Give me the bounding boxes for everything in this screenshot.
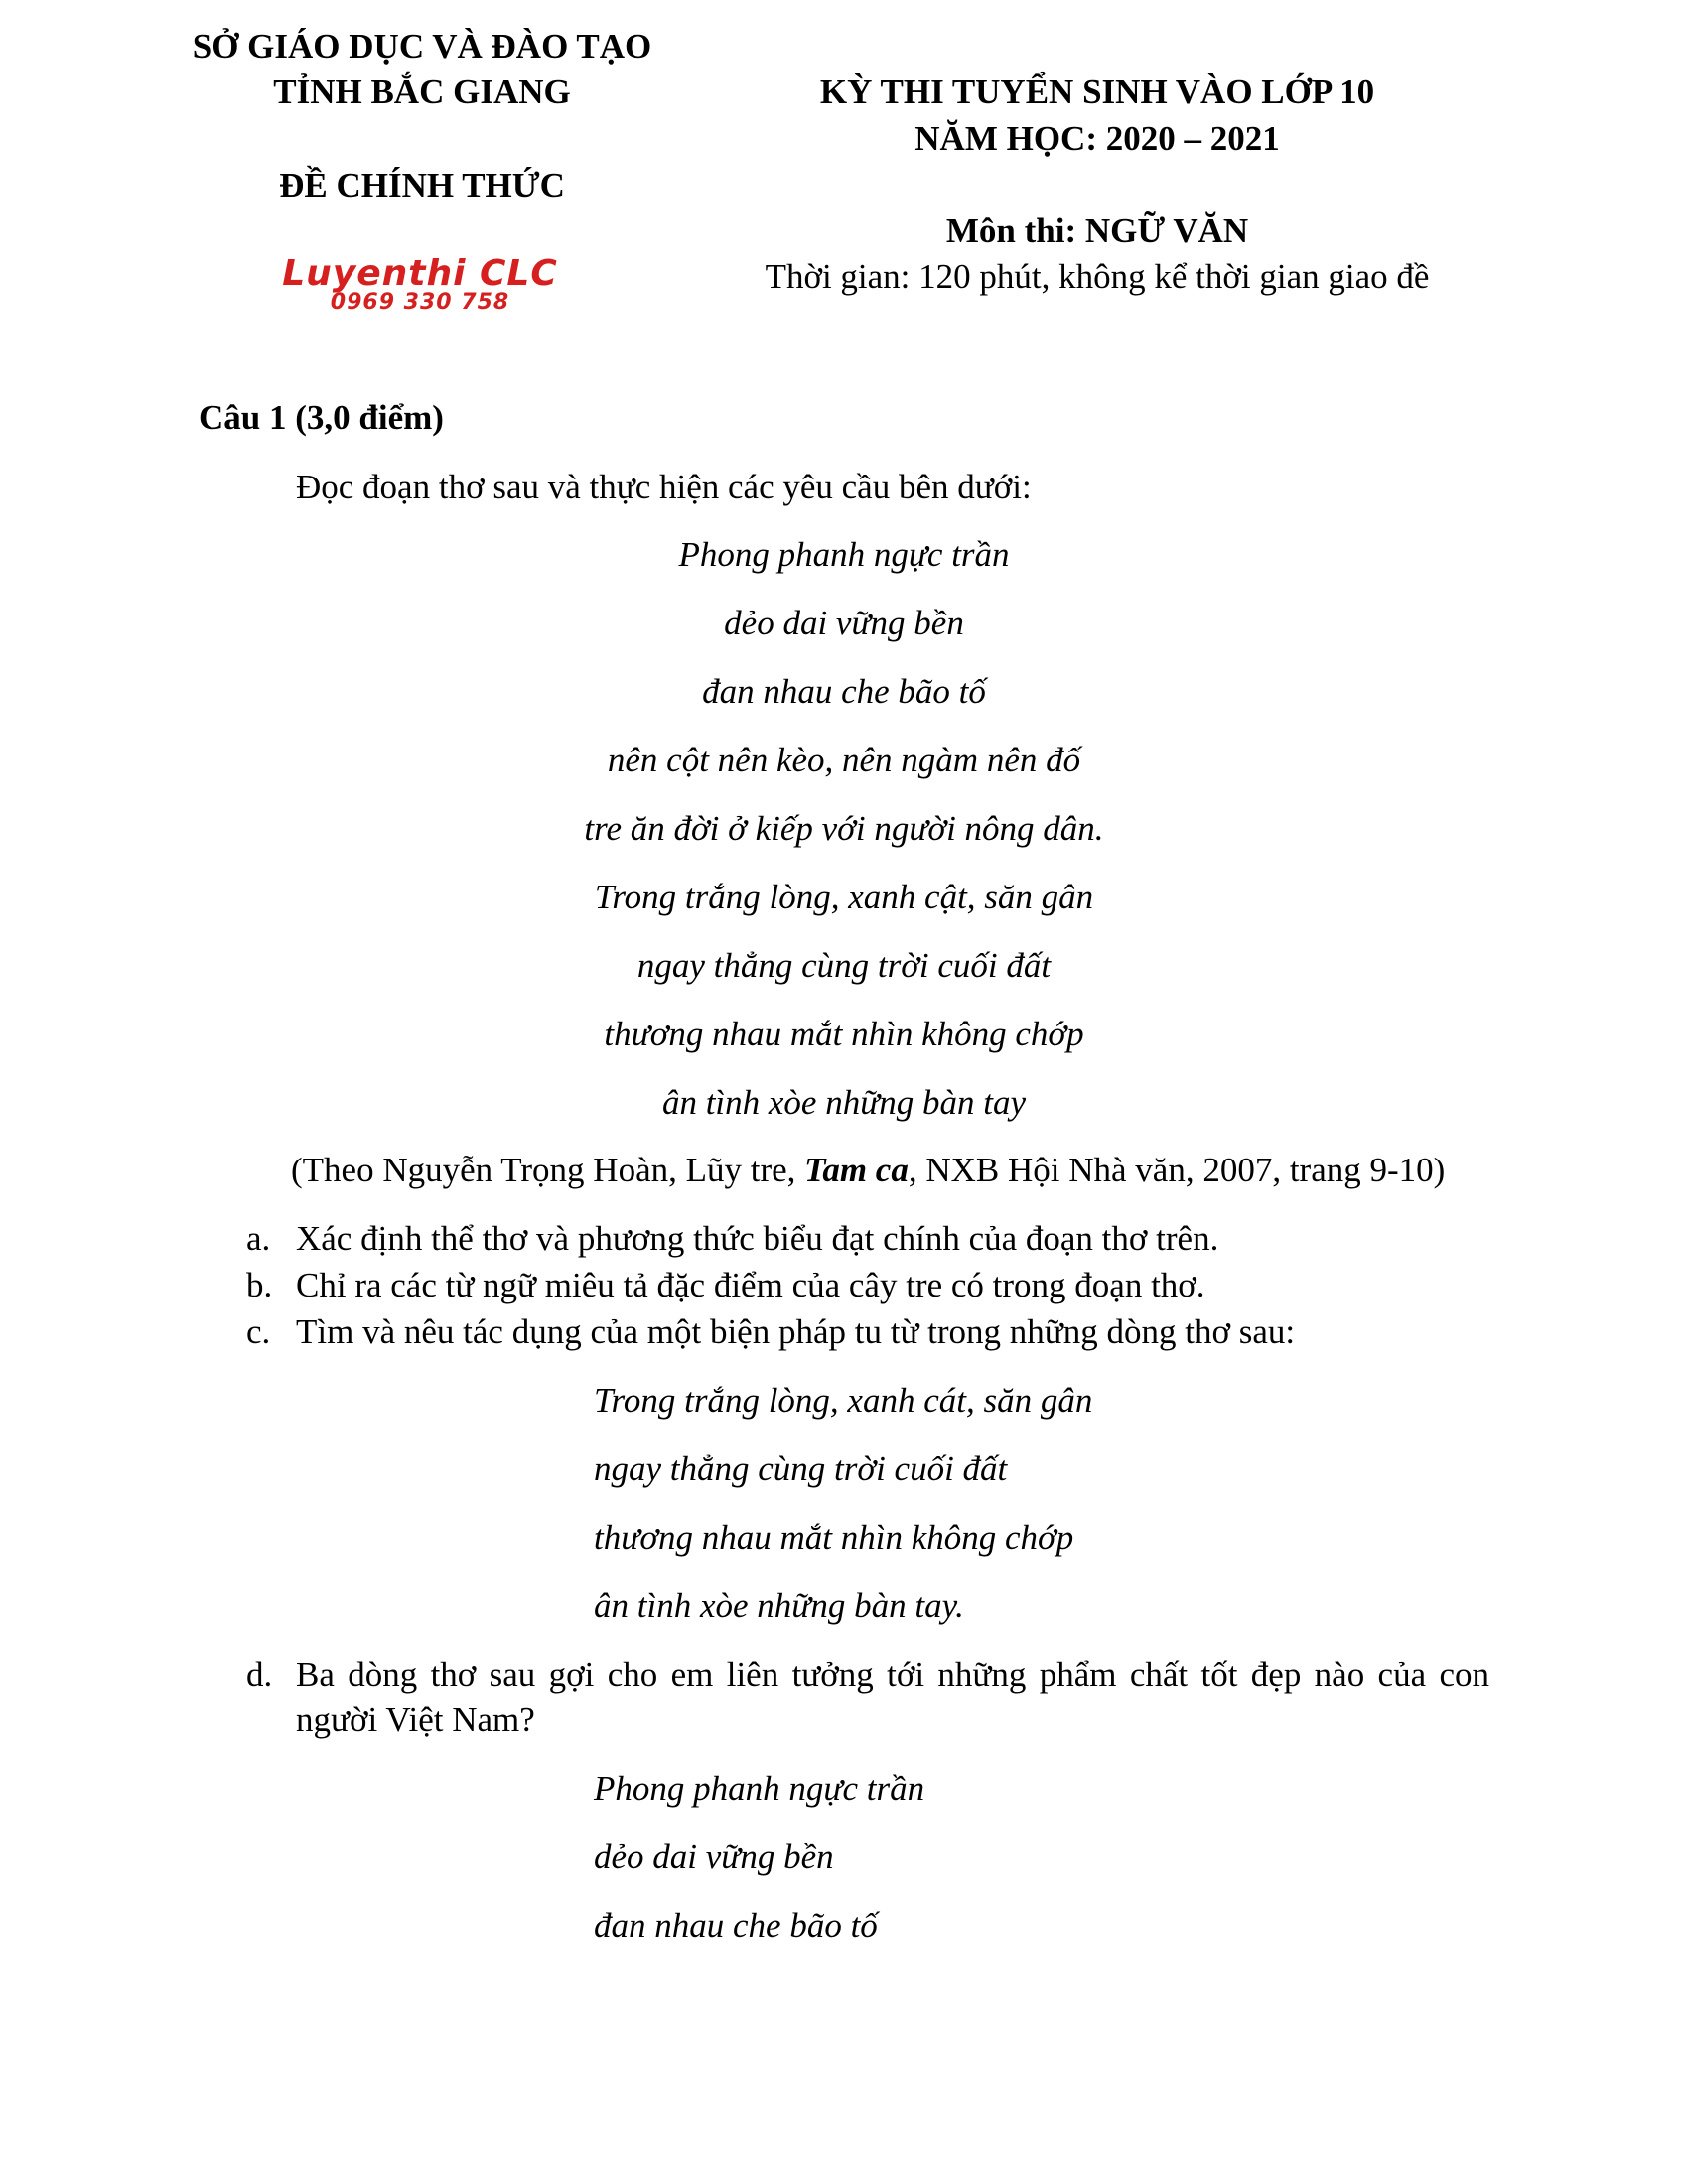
poem-line: tre ăn đời ở kiếp với người nông dân. [584, 809, 1104, 848]
poem-line: nên cột nên kèo, nên ngàm nên đố [607, 741, 1081, 779]
item-d-text-line-2: người Việt Nam? [296, 1701, 535, 1739]
poem-line: dẻo dai vững bền [724, 604, 964, 642]
item-a-label: a. [246, 1219, 271, 1258]
c-poem-line: thương nhau mắt nhìn không chớp [594, 1518, 1074, 1557]
item-c-text: Tìm và nêu tác dụng của một biện pháp tu từ trong những dòng thơ sau: [296, 1312, 1296, 1351]
c-poem-line: ân tình xòe những bàn tay. [594, 1586, 964, 1625]
poem-line: Phong phanh ngực trần [678, 535, 1010, 574]
duration-line: Thời gian: 120 phút, không kể thời gian giao đề [765, 257, 1430, 296]
question-1-title: Câu 1 (3,0 điểm) [199, 398, 444, 437]
item-a-text: Xác định thể thơ và phương thức biểu đạt chính của đoạn thơ trên. [296, 1219, 1219, 1258]
poem-line: đan nhau che bão tố [702, 672, 986, 711]
question-1-instruction: Đọc đoạn thơ sau và thực hiện các yêu cầu bên dưới: [296, 468, 1032, 506]
c-poem-line: Trong trắng lòng, xanh cát, săn gân [594, 1381, 1093, 1420]
source-book-title: Tam ca [804, 1151, 909, 1189]
subject-line: Môn thi: NGỮ VĂN [945, 211, 1249, 250]
school-year: NĂM HỌC: 2020 – 2021 [914, 119, 1280, 158]
c-poem-line: ngay thẳng cùng trời cuối đất [594, 1449, 1008, 1488]
d-poem-line: dẻo dai vững bền [594, 1838, 834, 1876]
official-exam-label: ĐỀ CHÍNH THỨC [279, 166, 565, 205]
logo-phone: 0969 330 758 [330, 290, 510, 315]
poem-line: thương nhau mắt nhìn không chớp [604, 1015, 1084, 1053]
d-poem-line: Phong phanh ngực trần [594, 1769, 925, 1808]
exam-title: KỲ THI TUYỂN SINH VÀO LỚP 10 [819, 72, 1375, 111]
d-poem-line: đan nhau che bão tố [594, 1906, 878, 1945]
department-line-2: TỈNH BẮC GIANG [273, 72, 571, 111]
poem-line: Trong trắng lòng, xanh cật, săn gân [594, 878, 1094, 916]
poem-line: ngay thẳng cùng trời cuối đất [636, 946, 1052, 985]
item-d-text-line-1: Ba dòng thơ sau gợi cho em liên tưởng tới những phẩm chất tốt đẹp nào của con [296, 1655, 1489, 1694]
item-b-label: b. [246, 1266, 273, 1304]
logo-name: Luyenthi CLC [282, 253, 558, 294]
item-c-label: c. [246, 1312, 271, 1351]
department-line-1: SỞ GIÁO DỤC VÀ ĐÀO TẠO [192, 27, 652, 66]
source-prefix: (Theo Nguyễn Trọng Hoàn, Lũy tre, [291, 1151, 805, 1189]
poem-line: ân tình xòe những bàn tay [661, 1083, 1027, 1122]
source-suffix: , NXB Hội Nhà văn, 2007, trang 9-10) [908, 1151, 1446, 1189]
luyenthi-logo [266, 254, 574, 322]
poem-source [291, 1148, 1445, 1193]
item-b-text: Chỉ ra các từ ngữ miêu tả đặc điểm của cây tre có trong đoạn thơ. [296, 1266, 1205, 1304]
item-d-label: d. [246, 1655, 273, 1694]
